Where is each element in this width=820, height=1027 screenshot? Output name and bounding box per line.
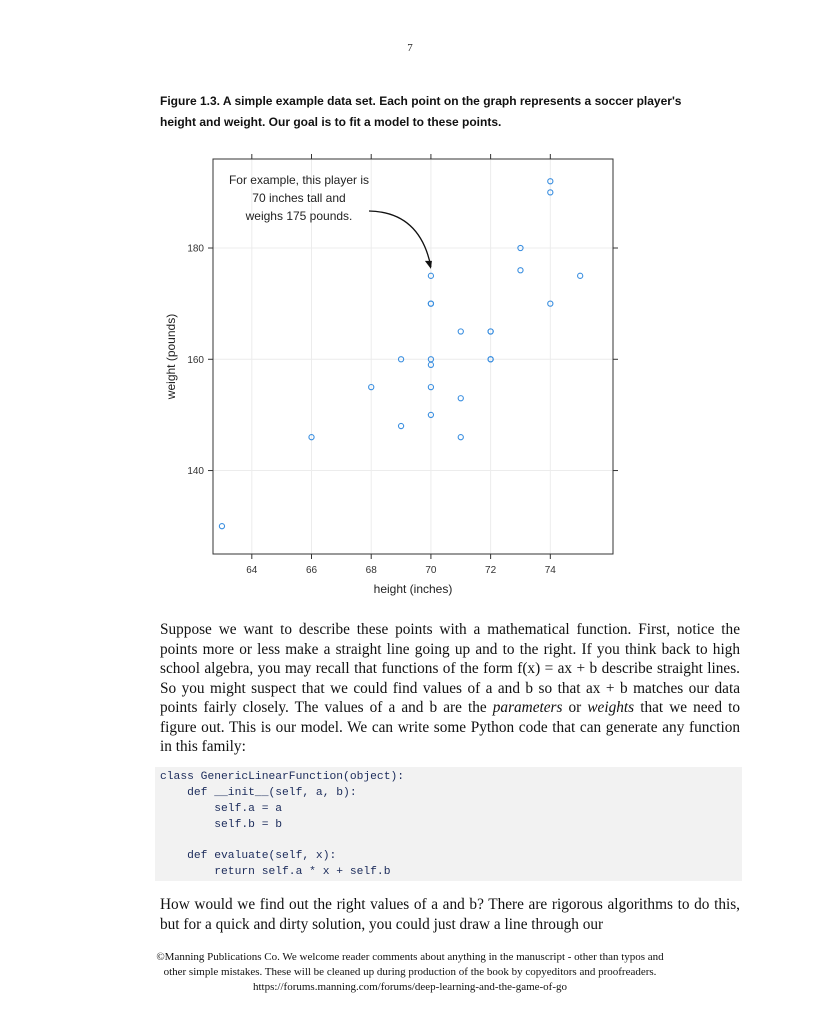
annotation-text: weighs 175 pounds. — [245, 209, 353, 223]
code-line: def __init__(self, a, b): — [160, 786, 357, 799]
data-point — [578, 273, 583, 278]
code-line — [160, 834, 737, 850]
footer-line-2: other simple mistakes. These will be cleaned up during production of the book by copyeditors and proofreaders. — [163, 966, 657, 978]
caption-line-2: height and weight. Our goal is to fit a model to these points. — [160, 115, 502, 129]
data-point — [458, 396, 463, 401]
footer — [0, 950, 820, 995]
annotation-text: 70 inches tall and — [252, 191, 346, 205]
paragraph-2: How would we find out the right values of a and b? There are rigorous algorithms to do this, but for a quick and dirty solution, you could just draw a line through our — [160, 896, 740, 933]
x-tick-label: 68 — [365, 565, 377, 576]
y-tick-label: 180 — [187, 243, 204, 255]
x-tick-label: 70 — [425, 565, 437, 576]
code-line: self.b = b — [160, 818, 283, 831]
y-axis-label: weight (pounds) — [164, 313, 178, 400]
code-line: return self.a * x + self.b — [160, 866, 391, 879]
data-point — [219, 524, 224, 529]
scatter-figure — [160, 150, 630, 602]
code-line: class GenericLinearFunction(object): — [160, 771, 405, 783]
annotation-arrow — [369, 211, 431, 267]
figure-caption — [160, 91, 740, 133]
page-number: 7 — [407, 42, 413, 54]
code-block — [155, 767, 742, 881]
x-tick-label: 66 — [305, 565, 318, 576]
data-point — [458, 329, 463, 334]
data-point — [398, 423, 403, 428]
x-tick-label: 74 — [544, 565, 556, 576]
annotation-arrowhead — [425, 261, 432, 269]
x-axis-label: height (inches) — [373, 582, 453, 596]
footer-line-1: ©Manning Publications Co. We welcome reader comments about anything in the manuscript - other than typos and — [156, 951, 664, 963]
y-tick-label: 140 — [187, 466, 204, 478]
y-tick-label: 160 — [187, 354, 204, 366]
paragraph-1: Suppose we want to describe these points with a mathematical function. First, notice the points more or less make a straight line going up and to the right. If you think back to high school algebra, you may recall that functions of the form f(x) = ax + b describe straight lines. So you might suspect that we could find values of a and b so that ax + b matches our data points fairly closely. The values of a and b are the parameters or weights that we need to figure out. This is our model. We can write some Python code that can generate any function in this family: — [160, 621, 740, 755]
data-point — [518, 268, 523, 273]
scatter-chart — [160, 150, 630, 602]
code-line: self.a = a — [160, 802, 283, 815]
caption-line-1: Figure 1.3. A simple example data set. Each point on the graph represents a soccer player's — [160, 94, 682, 108]
code-line: def evaluate(self, x): — [160, 850, 337, 863]
footer-line-3: https://forums.manning.com/forums/deep-learning-and-the-game-of-go — [252, 981, 568, 993]
annotation-text: For example, this player is — [228, 173, 370, 187]
x-tick-label: 72 — [485, 565, 497, 576]
x-tick-label: 64 — [246, 565, 258, 576]
data-point — [458, 435, 463, 440]
